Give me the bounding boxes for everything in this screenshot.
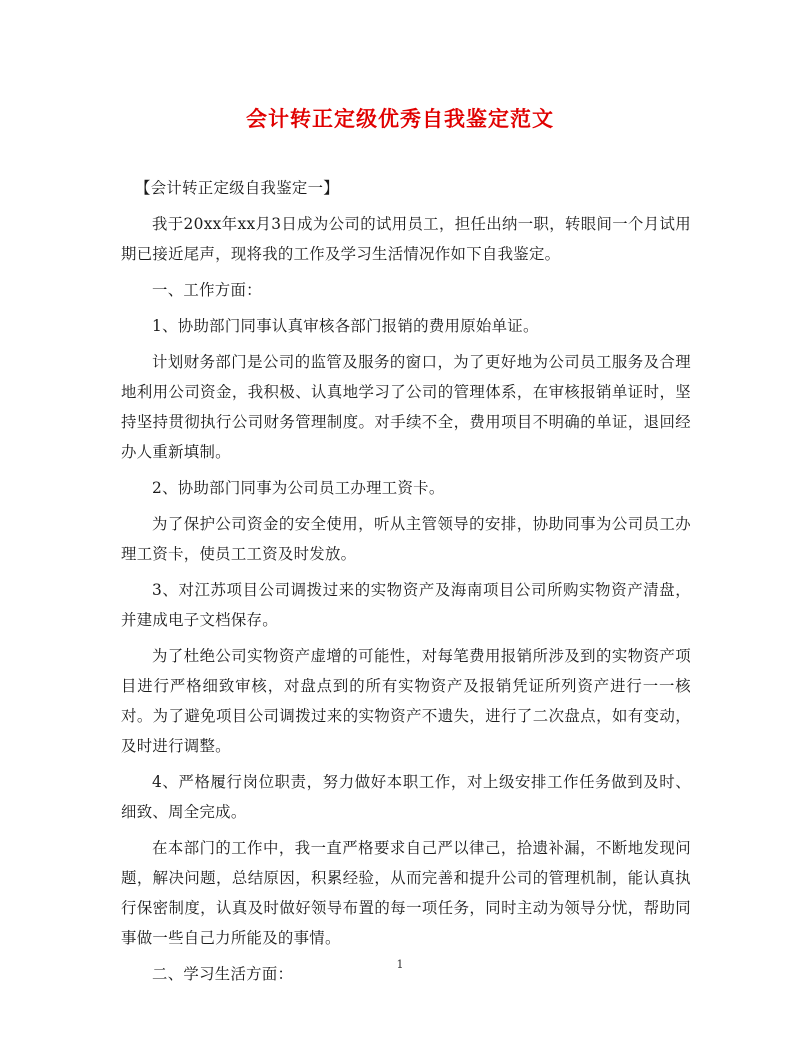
paragraph-study-heading: 二、学习生活方面： <box>152 965 294 983</box>
page-number: 1 <box>396 958 404 971</box>
paragraph-item-2: 2、协助部门同事为公司员工办理工资卡。 <box>152 479 445 497</box>
paragraph-item-3: 3、对江苏项目公司调拨过来的实物资产及海南项目公司所购实物资产清盘，并建成电子文档保存。 <box>121 581 691 629</box>
section-heading: 【会计转正定级自我鉴定一】 <box>135 179 339 197</box>
document-title: 会计转正定级优秀自我鉴定范文 <box>246 106 554 131</box>
paragraph-work-heading: 一、工作方面： <box>152 281 262 299</box>
paragraph-item-3-detail: 为了杜绝公司实物资产虚增的可能性，对每笔费用报销所涉及到的实物资产项目进行严格细致审核，对盘点到的所有实物资产及报销凭证所列资产进行一一核对。为了避免项目公司调拨过来的实物资产不遗失，进行了二次盘点，如有变动，及时进行调整。 <box>121 647 691 755</box>
paragraph-item-1: 1、协助部门同事认真审核各部门报销的费用原始单证。 <box>152 317 539 335</box>
paragraph-item-1-detail: 计划财务部门是公司的监管及服务的窗口，为了更好地为公司员工服务及合理地利用公司资金，我积极、认真地学习了公司的管理体系，在审核报销单证时，坚持坚持贯彻执行公司财务管理制度。对手续不全，费用项目不明确的单证，退回经办人重新填制。 <box>121 353 691 461</box>
paragraph-item-2-detail: 为了保护公司资金的安全使用，听从主管领导的安排，协助同事为公司员工办理工资卡，使员工工资及时发放。 <box>121 515 691 563</box>
paragraph-item-4-detail: 在本部门的工作中，我一直严格要求自己严以律己，拾遗补漏，不断地发现问题，解决问题，总结原因，积累经验，从而完善和提升公司的管理机制，能认真执行保密制度，认真及时做好领导布置的每一项任务，同时主动为领导分忧，帮助同事做一些自己力所能及的事情。 <box>121 839 691 947</box>
paragraph-intro: 我于20xx年xx月3日成为公司的试用员工，担任出纳一职，转眼间一个月试用期已接近尾声，现将我的工作及学习生活情况作如下自我鉴定。 <box>121 215 691 263</box>
document-body <box>121 173 691 995</box>
paragraph-item-4: 4、严格履行岗位职责，努力做好本职工作，对上级安排工作任务做到及时、细致、周全完成。 <box>121 773 691 821</box>
